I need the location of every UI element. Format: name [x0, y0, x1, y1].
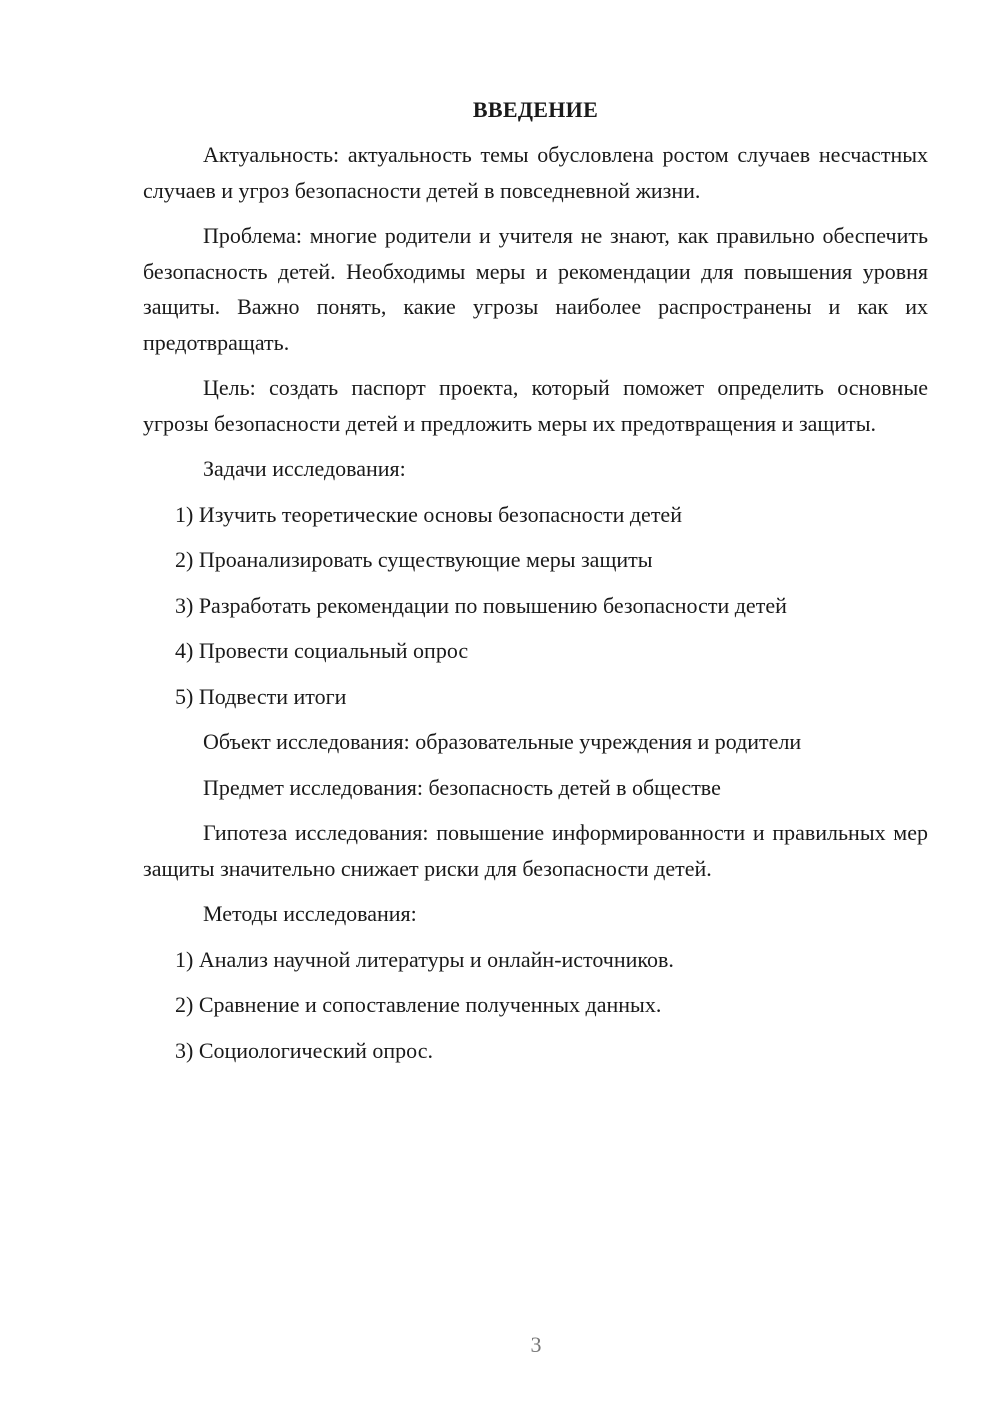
- page-number: 3: [530, 1332, 542, 1357]
- object-line: Объект исследования: образовательные учреждения и родители: [203, 729, 802, 754]
- tasks-title: Задачи исследования:: [203, 456, 406, 481]
- goal-paragraph: Цель: создать паспорт проекта, который поможет определить основные угрозы безопасности детей и предложить меры их предотвращения и защиты.: [143, 375, 928, 436]
- method-item-1: 1) Анализ научной литературы и онлайн-источников.: [175, 946, 674, 972]
- method-item-3: 3) Социологический опрос.: [175, 1037, 433, 1063]
- section-heading: ВВЕДЕНИЕ: [472, 97, 599, 122]
- hypothesis-paragraph: Гипотеза исследования: повышение информированности и правильных мер защиты значительно снижает риски для безопасности детей.: [143, 820, 928, 881]
- task-item-4: 4) Провести социальный опрос: [175, 638, 469, 663]
- document-body: [143, 94, 928, 1078]
- relevance-paragraph: Актуальность: актуальность темы обусловлена ростом случаев несчастных случаев и угроз безопасности детей в повседневной жизни.: [143, 142, 928, 203]
- task-item-3: 3) Разработать рекомендации по повышению безопасности детей: [175, 592, 787, 618]
- methods-title: Методы исследования:: [203, 901, 417, 926]
- problem-paragraph: Проблема: многие родители и учителя не знают, как правильно обеспечить безопасность детей. Необходимы меры и рекомендации для повышения уровня защиты. Важно понять, какие угрозы наиболее распространены и как их предотвращать.: [143, 223, 928, 355]
- task-item-5: 5) Подвести итоги: [175, 683, 347, 709]
- method-item-2: 2) Сравнение и сопоставление полученных данных.: [175, 992, 662, 1017]
- task-item-1: 1) Изучить теоретические основы безопасности детей: [175, 501, 682, 527]
- subject-line: Предмет исследования: безопасность детей в обществе: [203, 774, 721, 800]
- task-item-2: 2) Проанализировать существующие меры защиты: [175, 547, 653, 572]
